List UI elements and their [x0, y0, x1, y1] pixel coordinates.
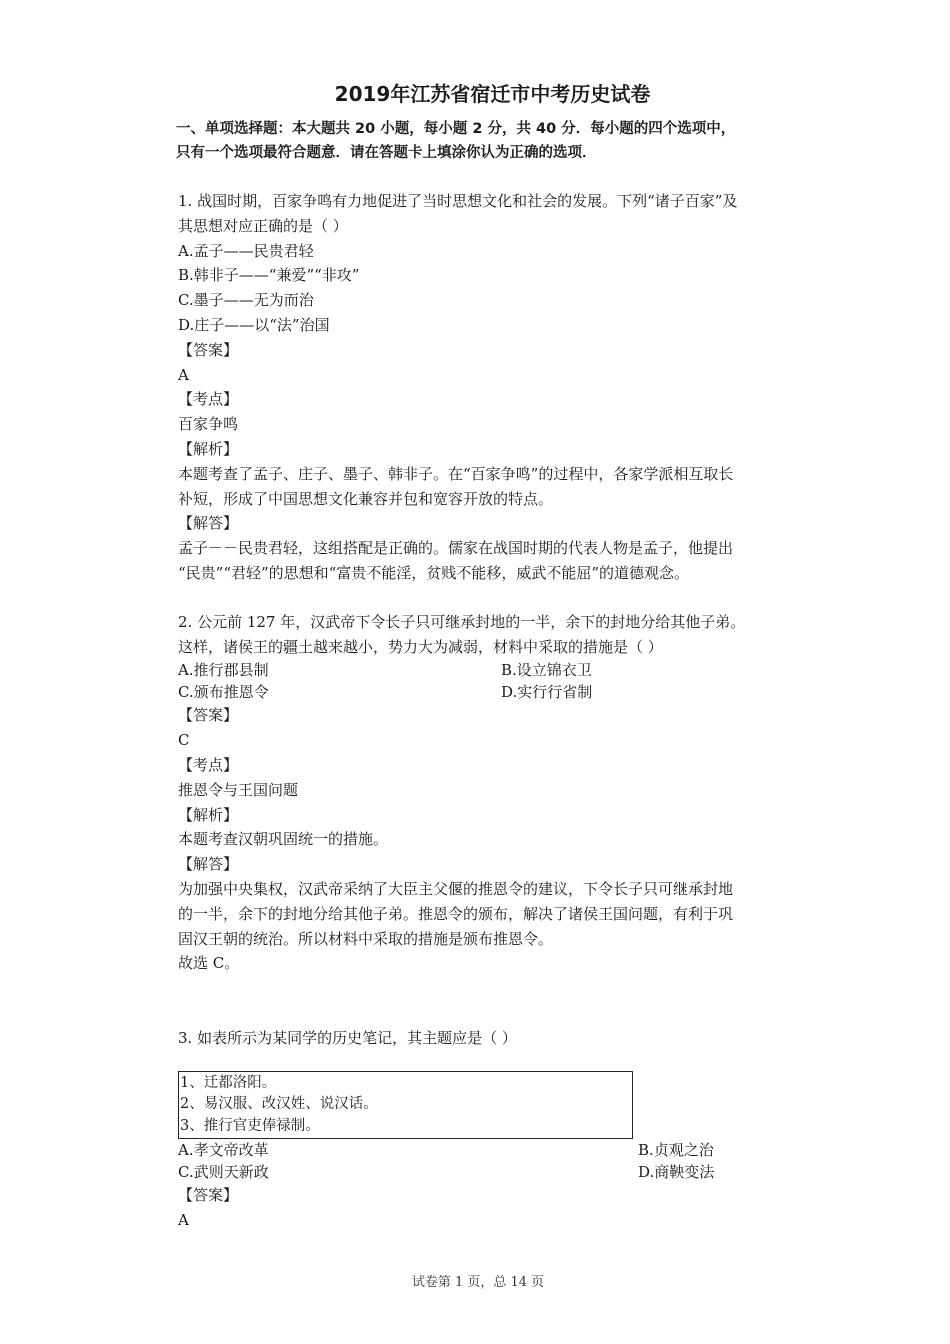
spacer [178, 976, 803, 1026]
option-a: A.孝文帝改革 [178, 1141, 269, 1160]
answer-label: 【答案】 [178, 706, 239, 725]
options-grid [178, 659, 803, 703]
page-footer: 试卷第 1 页，总 14 页 [411, 1275, 545, 1290]
point-label: 【考点】 [178, 390, 239, 409]
notes-table [178, 1071, 633, 1140]
analysis-label: 【解析】 [178, 805, 239, 824]
section-header-line: 只有一个选项最符合题意．请在答题卡上填涂你认为正确的选项． [176, 145, 597, 161]
solution-text: 孟子－－民贵君轻，这组搭配是正确的。儒家在战国时期的代表人物是孟子，他提出 [178, 539, 734, 558]
option-a: A.孟子——民贵君轻 [178, 241, 314, 260]
analysis-text: 补短，形成了中国思想文化兼容并包和宽容开放的特点。 [178, 489, 554, 508]
analysis-text: 本题考查汉朝巩固统一的措施。 [178, 830, 389, 849]
note-item: 2、易汉服、改汉姓、说汉话。 [180, 1096, 378, 1113]
exam-page [178, 72, 803, 1233]
answer-value: A [178, 1211, 189, 1230]
option-a: A.推行郡县制 [178, 661, 269, 680]
question-stem: 2. 公元前 127 年，汉武帝下令长子只可继承封地的一半，余下的封地分给其他子弟。 [178, 612, 746, 631]
note-item: 3、推行官吏俸禄制。 [180, 1117, 320, 1134]
option-c: C.墨子——无为而治 [178, 291, 314, 310]
option-b: B.韩非子——“兼爱”“非攻” [178, 266, 360, 285]
solution-text: 的一半，余下的封地分给其他子弟。推恩令的颁布，解决了诸侯王国问题，有利于巩 [178, 904, 734, 923]
analysis-label: 【解析】 [178, 439, 239, 458]
section-header-line: 一、单项选择题：本大题共 20 小题，每小题 2 分，共 40 分．每小题的四个选项中， [176, 121, 736, 137]
question-stem: 其思想对应正确的是（ ） [178, 216, 348, 235]
options-grid [178, 1139, 803, 1183]
answer-label: 【答案】 [178, 340, 239, 359]
answer-label: 【答案】 [178, 1186, 239, 1205]
question-stem: 1. 战国时期，百家争鸣有力地促进了当时思想文化和社会的发展。下列“诸子百家”及 [178, 192, 738, 210]
solution-text: “民贵”“君轻”的思想和“富贵不能淫，贫贱不能移，威武不能屈”的道德观念。 [178, 563, 690, 582]
answer-value: A [178, 365, 189, 384]
option-c: C.颁布推恩令 [178, 683, 269, 702]
point-value: 推恩令与王国问题 [178, 780, 299, 799]
option-b: B.贞观之治 [638, 1141, 714, 1160]
note-item: 1、迁都洛阳。 [180, 1074, 277, 1091]
section-header [176, 117, 803, 165]
question-stem: 3. 如表所示为某同学的历史笔记，其主题应是（ ） [178, 1029, 517, 1048]
option-d: D.商鞅变法 [638, 1163, 715, 1182]
solution-label: 【解答】 [178, 855, 239, 874]
option-d: D.庄子——以“法”治国 [178, 315, 330, 334]
solution-text: 故选 C。 [178, 954, 240, 973]
point-label: 【考点】 [178, 755, 239, 774]
solution-label: 【解答】 [178, 514, 239, 533]
point-value: 百家争鸣 [178, 415, 239, 434]
analysis-text: 本题考查了孟子、庄子、墨子、韩非子。在“百家争鸣”的过程中，各家学派相互取长 [178, 464, 734, 483]
question-2 [178, 610, 803, 976]
solution-text: 为加强中央集权，汉武帝采纳了大臣主父偃的推恩令的建议，下令长子只可继承封地 [178, 879, 734, 898]
option-b: B.设立锦衣卫 [501, 661, 592, 680]
solution-text: 固汉王朝的统治。所以材料中采取的措施是颁布推恩令。 [178, 929, 554, 948]
question-1 [178, 189, 803, 586]
answer-value: C [178, 731, 190, 750]
option-c: C.武则天新政 [178, 1163, 269, 1182]
option-d: D.实行行省制 [501, 683, 593, 702]
question-stem: 这样，诸侯王的疆土越来越小，势力大为减弱，材料中采取的措施是（ ） [178, 637, 663, 656]
exam-title: 2019年江苏省宿迁市中考历史试卷 [334, 82, 651, 106]
question-3 [178, 1026, 803, 1233]
